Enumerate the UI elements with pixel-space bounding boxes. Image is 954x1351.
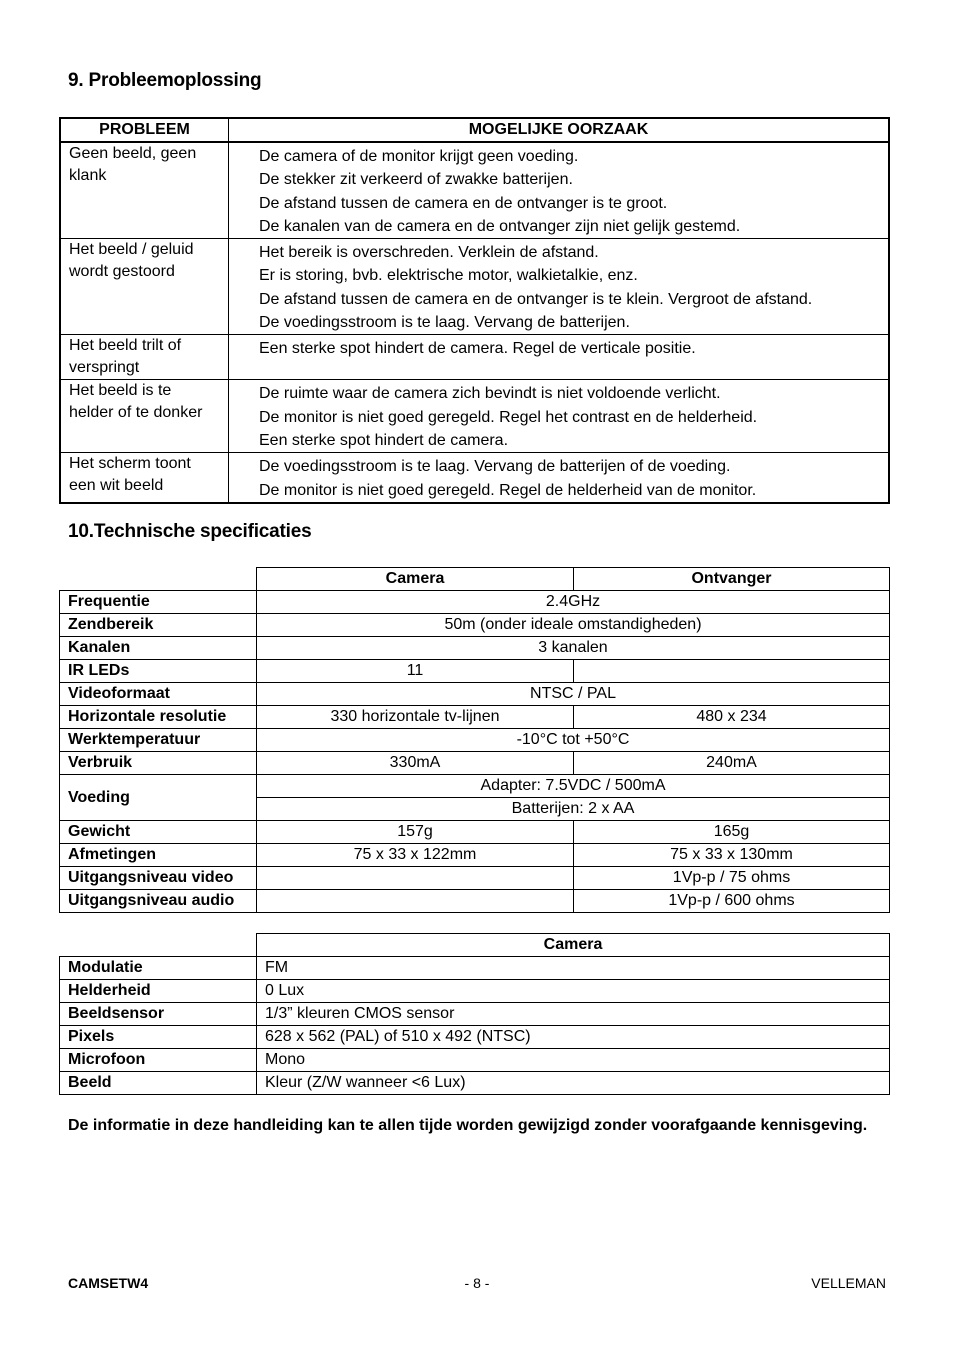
- spec-label: Pixels: [60, 1026, 257, 1049]
- table-row: [60, 660, 890, 683]
- table-row: [60, 890, 890, 913]
- spec-value: 3 kanalen: [257, 637, 890, 660]
- spec-camera-value: [257, 890, 574, 913]
- cause-line: Het bereik is overschreden. Verklein de afstand.: [259, 244, 599, 262]
- spec-label: Kanalen: [60, 637, 257, 660]
- table-row: [60, 683, 890, 706]
- table-row: [60, 239, 889, 335]
- spec-value: FM: [257, 957, 890, 980]
- spec-label: Videoformaat: [60, 683, 257, 706]
- table-row: [60, 706, 890, 729]
- spec-receiver-value: [574, 660, 890, 683]
- table-row: [60, 1049, 890, 1072]
- spec-receiver-value: 480 x 234: [574, 706, 890, 729]
- spec-label: IR LEDs: [60, 660, 257, 683]
- table-row: [60, 591, 890, 614]
- spec-receiver-value: 240mA: [574, 752, 890, 775]
- problem-cell: Het beeld / geluid wordt gestoord: [60, 239, 229, 335]
- cause-line: De afstand tussen de camera en de ontvanger is te klein. Vergroot de afstand.: [259, 290, 813, 308]
- specifications-table: [59, 567, 890, 913]
- section-title-troubleshooting: 9. Probleemoplossing: [68, 70, 262, 91]
- spec-label: Gewicht: [60, 821, 257, 844]
- table-row: [60, 142, 889, 239]
- spec-label: Microfoon: [60, 1049, 257, 1072]
- table-row: [60, 844, 890, 867]
- cause-line: Een sterke spot hindert de camera.: [259, 431, 509, 449]
- spec-label: Werktemperatuur: [60, 729, 257, 752]
- empty-corner-cell: [60, 568, 257, 591]
- header-cause: MOGELIJKE OORZAAK: [229, 118, 890, 142]
- cause-line: De afstand tussen de camera en de ontvanger is te groot.: [259, 194, 668, 212]
- spec-value: 0 Lux: [257, 980, 890, 1003]
- spec-label: Uitgangsniveau audio: [60, 890, 257, 913]
- spec-receiver-value: 1Vp-p / 75 ohms: [574, 867, 890, 890]
- problem-cell: Het beeld is te helder of te donker: [60, 380, 229, 453]
- spec-label: Modulatie: [60, 957, 257, 980]
- spec-label: Beeldsensor: [60, 1003, 257, 1026]
- cause-cell: [229, 142, 890, 239]
- table-row: [60, 380, 889, 453]
- footer-model: CAMSETW4: [68, 1275, 149, 1291]
- camera-specifications-table: [59, 933, 890, 1095]
- cause-line: De monitor is niet goed geregeld. Regel de helderheid van de monitor.: [259, 481, 757, 499]
- spec-label: Afmetingen: [60, 844, 257, 867]
- spec-label: Beeld: [60, 1072, 257, 1095]
- table-row: [60, 821, 890, 844]
- cause-cell: [229, 335, 890, 380]
- header-problem: PROBLEEM: [60, 118, 229, 142]
- table-row: [60, 335, 889, 380]
- problem-cell: Geen beeld, geen klank: [60, 142, 229, 239]
- spec-value: 1/3” kleuren CMOS sensor: [257, 1003, 890, 1026]
- header-camera: Camera: [257, 934, 890, 957]
- spec-value: Kleur (Z/W wanneer <6 Lux): [257, 1072, 890, 1095]
- disclaimer-notice: De informatie in deze handleiding kan te allen tijde worden gewijzigd zonder voorafgaande kennisgeving.: [68, 1117, 868, 1134]
- spec-camera-value: 330mA: [257, 752, 574, 775]
- empty-corner-cell: [60, 934, 257, 957]
- cause-line: Er is storing, bvb. elektrische motor, walkietalkie, enz.: [259, 267, 638, 285]
- spec-receiver-value: 1Vp-p / 600 ohms: [574, 890, 890, 913]
- spec-value: Adapter: 7.5VDC / 500mA: [257, 775, 890, 798]
- table-row: [60, 1072, 890, 1095]
- section-title-specifications: 10.Technische specificaties: [68, 521, 312, 542]
- spec-label: Frequentie: [60, 591, 257, 614]
- spec-receiver-value: 165g: [574, 821, 890, 844]
- cause-line: De camera of de monitor krijgt geen voeding.: [259, 148, 579, 165]
- page-number: - 8 -: [464, 1275, 490, 1291]
- header-camera: Camera: [257, 568, 574, 591]
- table-row: [60, 752, 890, 775]
- spec-value: -10°C tot +50°C: [257, 729, 890, 752]
- table-row: [60, 957, 890, 980]
- table-row: [60, 614, 890, 637]
- cause-line: De kanalen van de camera en de ontvanger zijn niet gelijk gestemd.: [259, 217, 741, 235]
- table-row: [60, 867, 890, 890]
- cause-line: De voedingsstroom is te laag. Vervang de batterijen.: [259, 314, 630, 332]
- spec-label: Helderheid: [60, 980, 257, 1003]
- header-receiver: Ontvanger: [574, 568, 890, 591]
- troubleshooting-table: [59, 117, 890, 504]
- spec-camera-value: 75 x 33 x 122mm: [257, 844, 574, 867]
- cause-line: De stekker zit verkeerd of zwakke batterijen.: [259, 171, 573, 189]
- spec-camera-value: [257, 867, 574, 890]
- table-row: [60, 775, 890, 798]
- cause-line: De voedingsstroom is te laag. Vervang de batterijen of de voeding.: [259, 458, 731, 476]
- spec-label: Horizontale resolutie: [60, 706, 257, 729]
- spec-receiver-value: 75 x 33 x 130mm: [574, 844, 890, 867]
- cause-cell: [229, 453, 890, 503]
- spec-value: 2.4GHz: [257, 591, 890, 614]
- problem-cell: Het beeld trilt of verspringt: [60, 335, 229, 380]
- table-row: [60, 637, 890, 660]
- problem-cell: Het scherm toont een wit beeld: [60, 453, 229, 503]
- table-row: [60, 980, 890, 1003]
- cause-cell: [229, 380, 890, 453]
- footer-brand: VELLEMAN: [811, 1275, 886, 1291]
- spec-value: Mono: [257, 1049, 890, 1072]
- spec-value: Batterijen: 2 x AA: [257, 798, 890, 821]
- spec-camera-value: 330 horizontale tv-lijnen: [257, 706, 574, 729]
- spec-label: Voeding: [60, 775, 257, 821]
- table-row: [60, 453, 889, 503]
- cause-line: De ruimte waar de camera zich bevindt is niet voldoende verlicht.: [259, 385, 721, 403]
- spec-value: NTSC / PAL: [257, 683, 890, 706]
- table-row: [60, 1003, 890, 1026]
- spec-camera-value: 11: [257, 660, 574, 683]
- spec-value: 628 x 562 (PAL) of 510 x 492 (NTSC): [257, 1026, 890, 1049]
- cause-line: De monitor is niet goed geregeld. Regel het contrast en de helderheid.: [259, 408, 758, 426]
- spec-label: Zendbereik: [60, 614, 257, 637]
- cause-cell: [229, 239, 890, 335]
- spec-camera-value: 157g: [257, 821, 574, 844]
- spec-label: Uitgangsniveau video: [60, 867, 257, 890]
- table-row: [60, 729, 890, 752]
- spec-value: 50m (onder ideale omstandigheden): [257, 614, 890, 637]
- spec-label: Verbruik: [60, 752, 257, 775]
- cause-line: Een sterke spot hindert de camera. Regel de verticale positie.: [259, 340, 696, 358]
- table-row: [60, 1026, 890, 1049]
